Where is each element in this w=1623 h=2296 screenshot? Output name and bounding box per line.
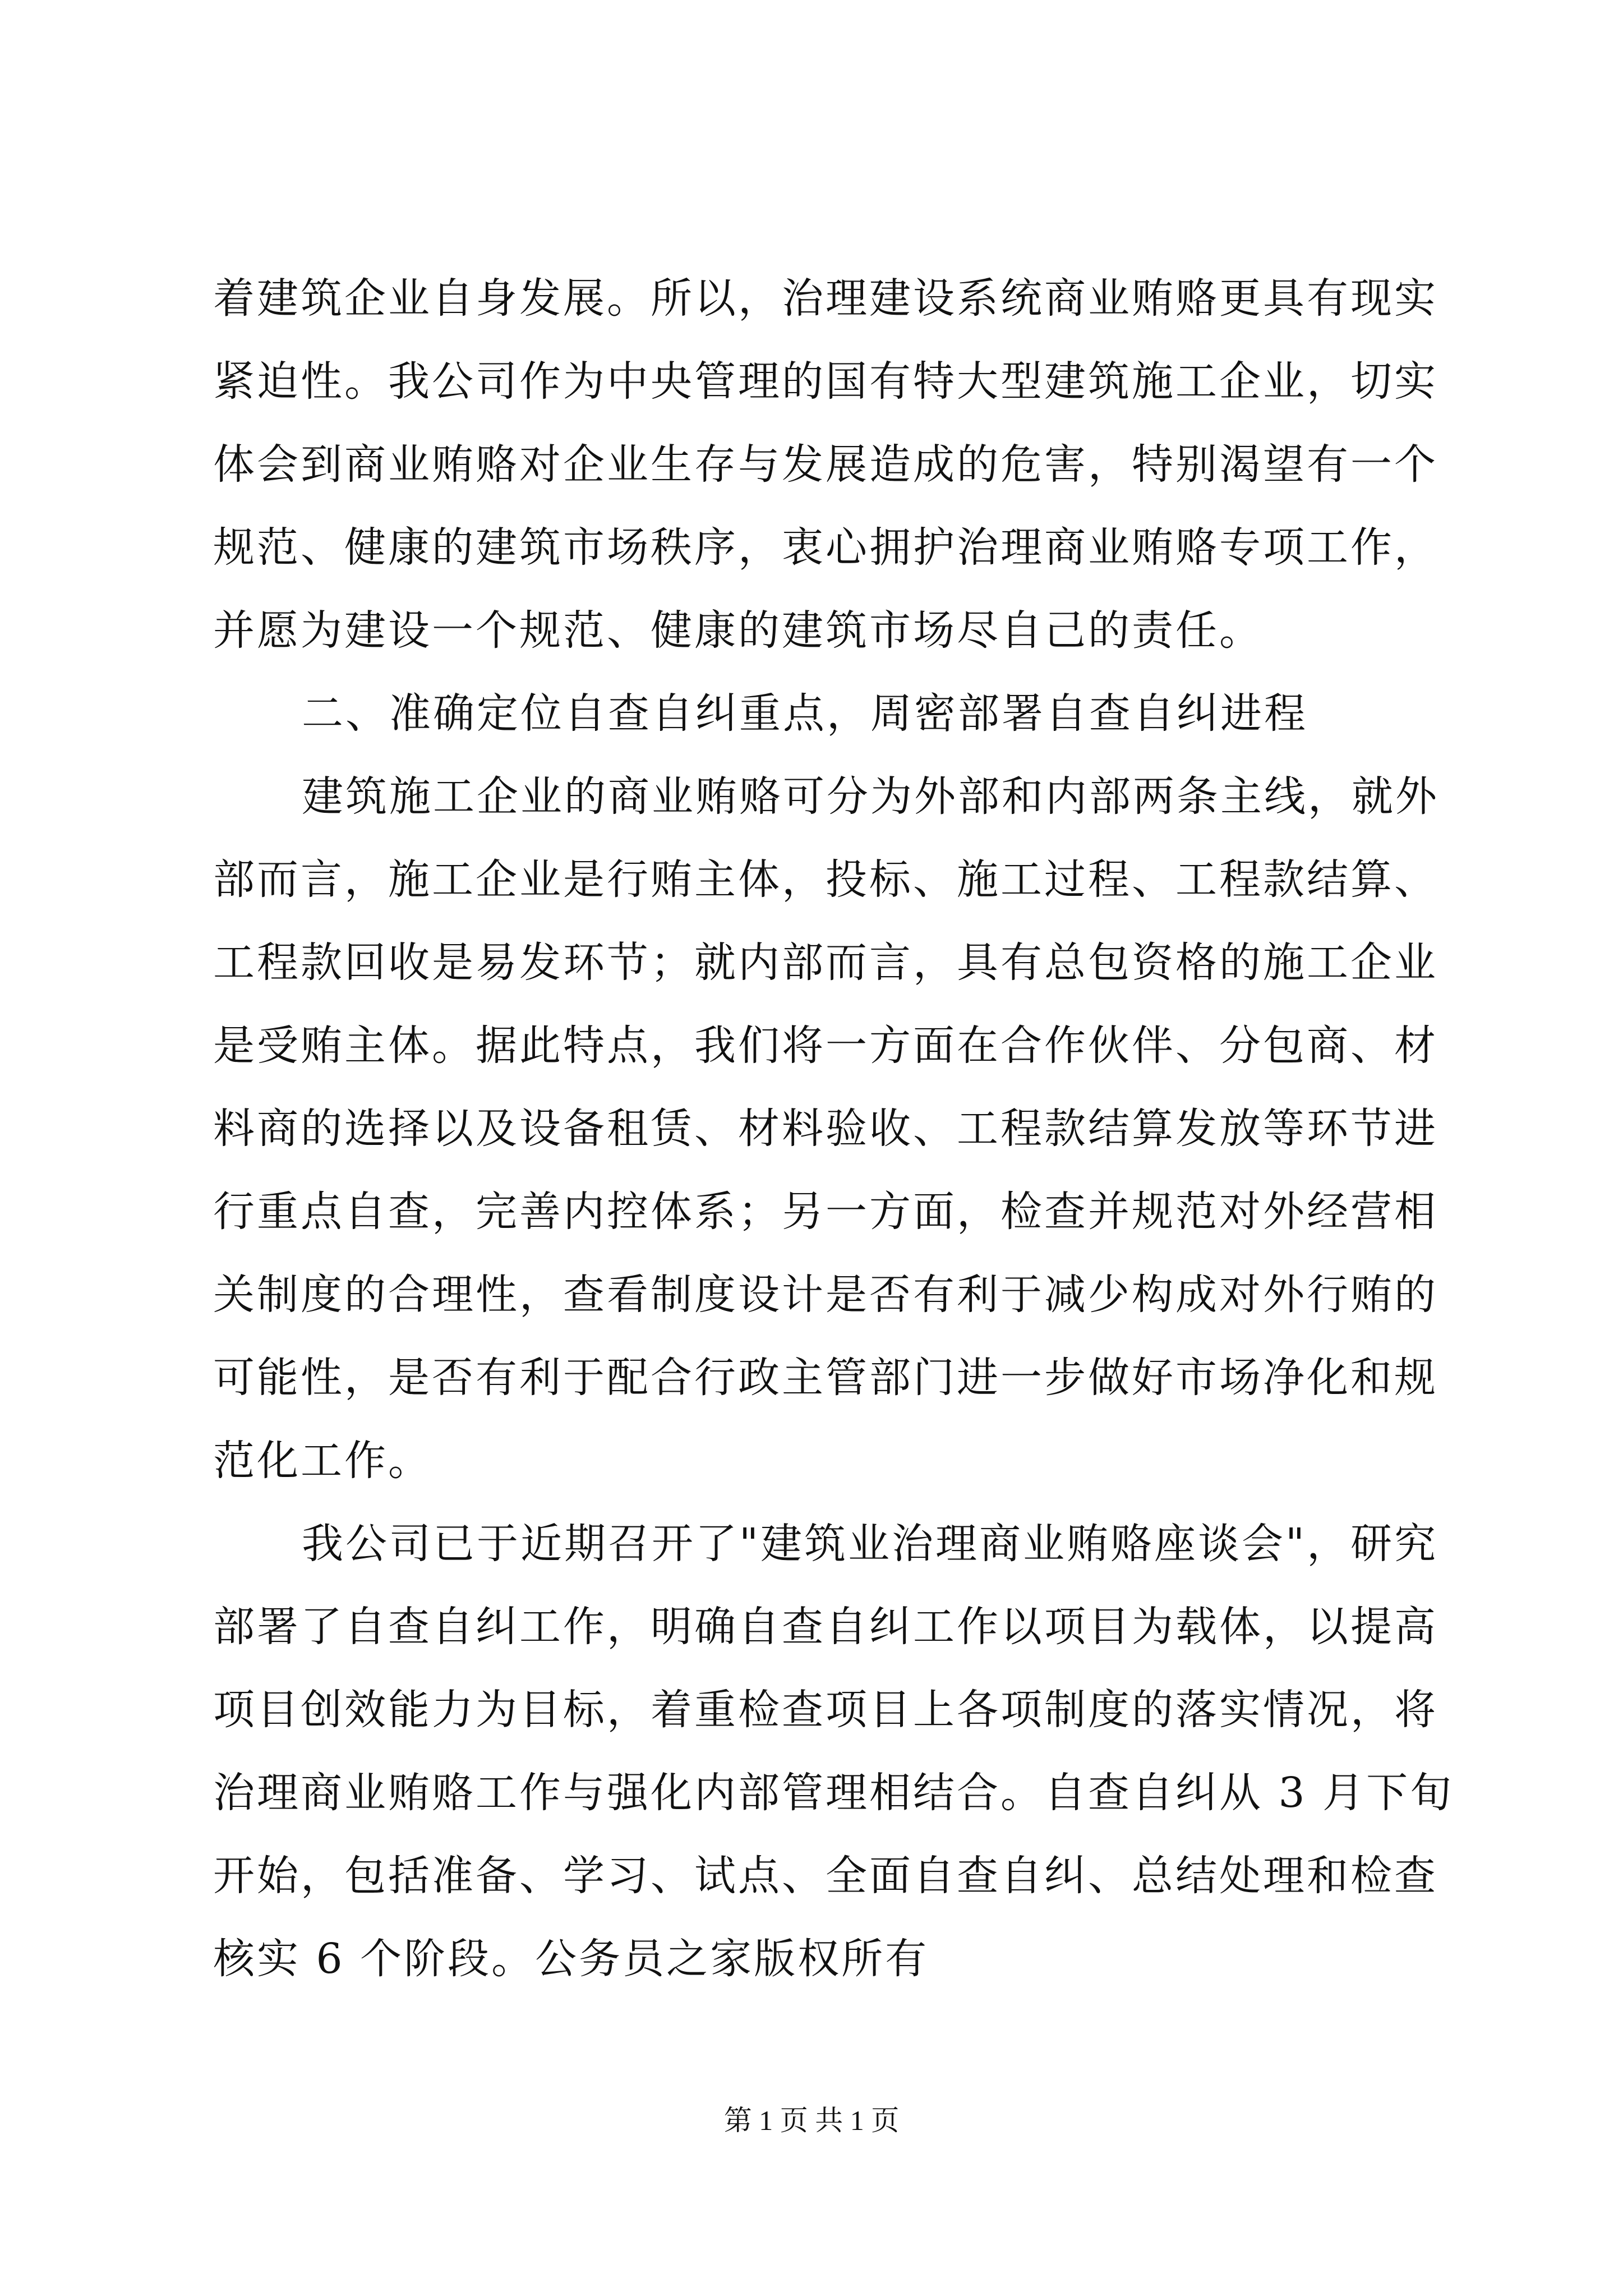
section-heading: 二、准确定位自查自纠重点，周密部署自查自纠进程 (302, 689, 1308, 738)
text-line: 治理商业贿赂工作与强化内部管理相结合。自查自纠从 3 月下旬 (213, 1769, 1454, 1817)
text-line: 我公司已于近期召开了"建筑业治理商业贿赂座谈会"，研究 (302, 1520, 1438, 1568)
text-line: 是受贿主体。据此特点，我们将一方面在合作伙伴、分包商、材 (213, 1022, 1438, 1070)
text-line: 关制度的合理性，查看制度设计是否有利于减少构成对外行贿的 (213, 1271, 1438, 1319)
text-line: 体会到商业贿赂对企业生存与发展造成的危害，特别渴望有一个 (213, 440, 1438, 489)
text-line: 项目创效能力为目标，着重检查项目上各项制度的落实情况，将 (213, 1686, 1438, 1734)
text-line: 并愿为建设一个规范、健康的建筑市场尽自己的责任。 (213, 606, 1263, 655)
text-line: 可能性，是否有利于配合行政主管部门进一步做好市场净化和规 (213, 1354, 1438, 1402)
page-number-footer: 第 1 页 共 1 页 (723, 2105, 900, 2136)
text-line: 建筑施工企业的商业贿赂可分为外部和内部两条主线，就外 (302, 772, 1439, 821)
text-line: 行重点自查，完善内控体系；另一方面，检查并规范对外经营相 (213, 1188, 1438, 1236)
text-line: 部署了自查自纠工作，明确自查自纠工作以项目为载体，以提高 (213, 1603, 1438, 1651)
text-line: 范化工作。 (213, 1437, 432, 1485)
text-line: 核实 6 个阶段。公务员之家版权所有 (213, 1935, 929, 1983)
document-body (213, 257, 1454, 2000)
text-line: 着建筑企业自身发展。所以，治理建设系统商业贿赂更具有现实 (213, 274, 1438, 323)
text-line: 工程款回收是易发环节；就内部而言，具有总包资格的施工企业 (213, 938, 1438, 987)
text-line: 开始，包括准备、学习、试点、全面自查自纠、总结处理和检查 (213, 1852, 1438, 1900)
text-line: 规范、健康的建筑市场秩序，衷心拥护治理商业贿赂专项工作， (213, 523, 1438, 572)
text-line: 紧迫性。我公司作为中央管理的国有特大型建筑施工企业，切实 (213, 357, 1438, 406)
text-line: 料商的选择以及设备租赁、材料验收、工程款结算发放等环节进 (213, 1105, 1438, 1153)
text-line: 部而言，施工企业是行贿主体，投标、施工过程、工程款结算、 (213, 855, 1438, 904)
